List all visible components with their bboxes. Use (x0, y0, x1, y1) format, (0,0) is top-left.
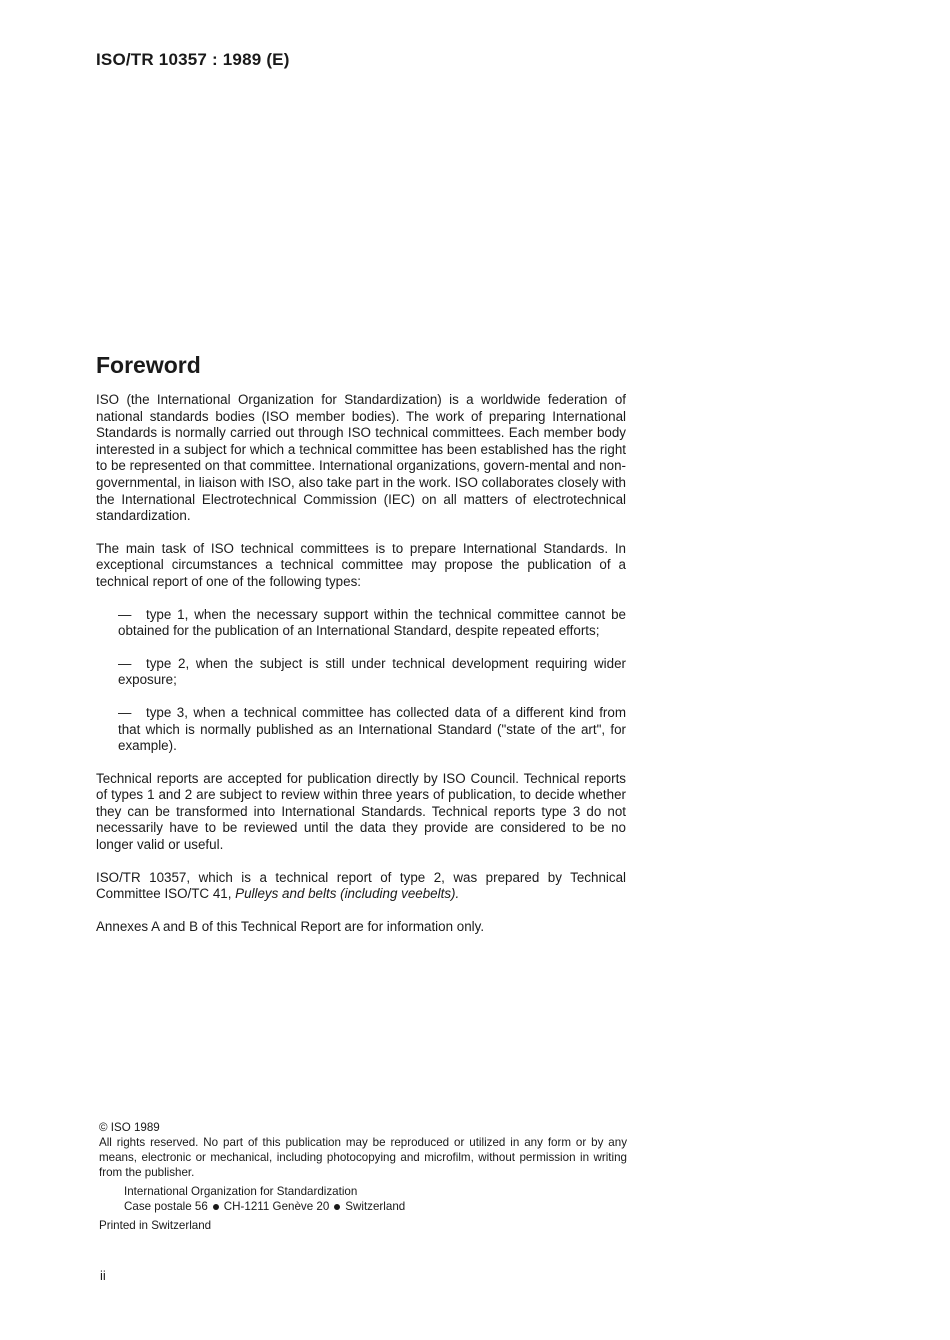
page-number: ii (100, 1268, 106, 1283)
bullet-icon (213, 1204, 219, 1210)
report-type-item: — type 2, when the subject is still under technical development requiring wider exposure; (118, 655, 626, 688)
bullet-icon (334, 1204, 340, 1210)
report-type-item: — type 1, when the necessary support within the technical committee cannot be obtained for the publication of an International Standard, despite repeated efforts; (118, 606, 626, 639)
foreword-paragraph-5: Annexes A and B of this Technical Report are for information only. (96, 918, 485, 934)
foreword-paragraph-2: The main task of ISO technical committees is to prepare International Standards. In exceptional circumstances a technical committee may propose the publication of a technical report of one of the following types: (96, 540, 626, 589)
document-id-header: ISO/TR 10357 : 1989 (E) (96, 50, 290, 69)
report-types-list (96, 607, 626, 755)
foreword-body (96, 392, 626, 951)
foreword-paragraph-4: ISO/TR 10357, which is a technical report of type 2, was prepared by Technical Committee ISO/TC 41, Pulleys and belts (including veebelts). (96, 869, 626, 902)
foreword-paragraph-1: ISO (the International Organization for Standardization) is a worldwide federation of national standards bodies (ISO member bodies). The work of preparing International Standards is normally carried out through ISO technical committees. Each member body interested in a subject for which a technical committee has been established has the right to be represented on that committee. International organizations, govern-mental and non-governmental, in liaison with ISO, also take part in the work. ISO collaborates closely with the International Electrotechnical Commission (IEC) on all matters of electrotechnical standardization. (96, 392, 626, 524)
copyright-block (99, 1120, 627, 1233)
publisher-address: International Organization for Standardization Case postale 56 CH-1211 Genève 20 Switzerland (124, 1185, 406, 1213)
dash-marker: — (118, 704, 132, 720)
foreword-title: Foreword (96, 352, 201, 378)
rights-statement: All rights reserved. No part of this publication may be reproduced or utilized in any form or by any means, electronic or mechanical, including photocopying and microfilm, without permission in writing from the publisher. (99, 1136, 627, 1179)
foreword-paragraph-3: Technical reports are accepted for publication directly by ISO Council. Technical reports of types 1 and 2 are subject to review within three years of publication, to decide whether they can be transformed into International Standards. Technical reports type 3 do not necessarily have to be reviewed until the data they provide are considered to be no longer valid or useful. (96, 770, 626, 853)
committee-title: Pulleys and belts (including veebelts). (235, 886, 460, 902)
dash-marker: — (118, 655, 132, 671)
dash-marker: — (118, 606, 132, 622)
printed-in: Printed in Switzerland (99, 1219, 212, 1232)
copyright-line: © ISO 1989 (99, 1121, 160, 1134)
org-name: International Organization for Standardization (124, 1185, 358, 1198)
report-type-item: — type 3, when a technical committee has collected data of a different kind from that which is normally published as an International Standard ("state of the art", for example). (118, 704, 626, 754)
